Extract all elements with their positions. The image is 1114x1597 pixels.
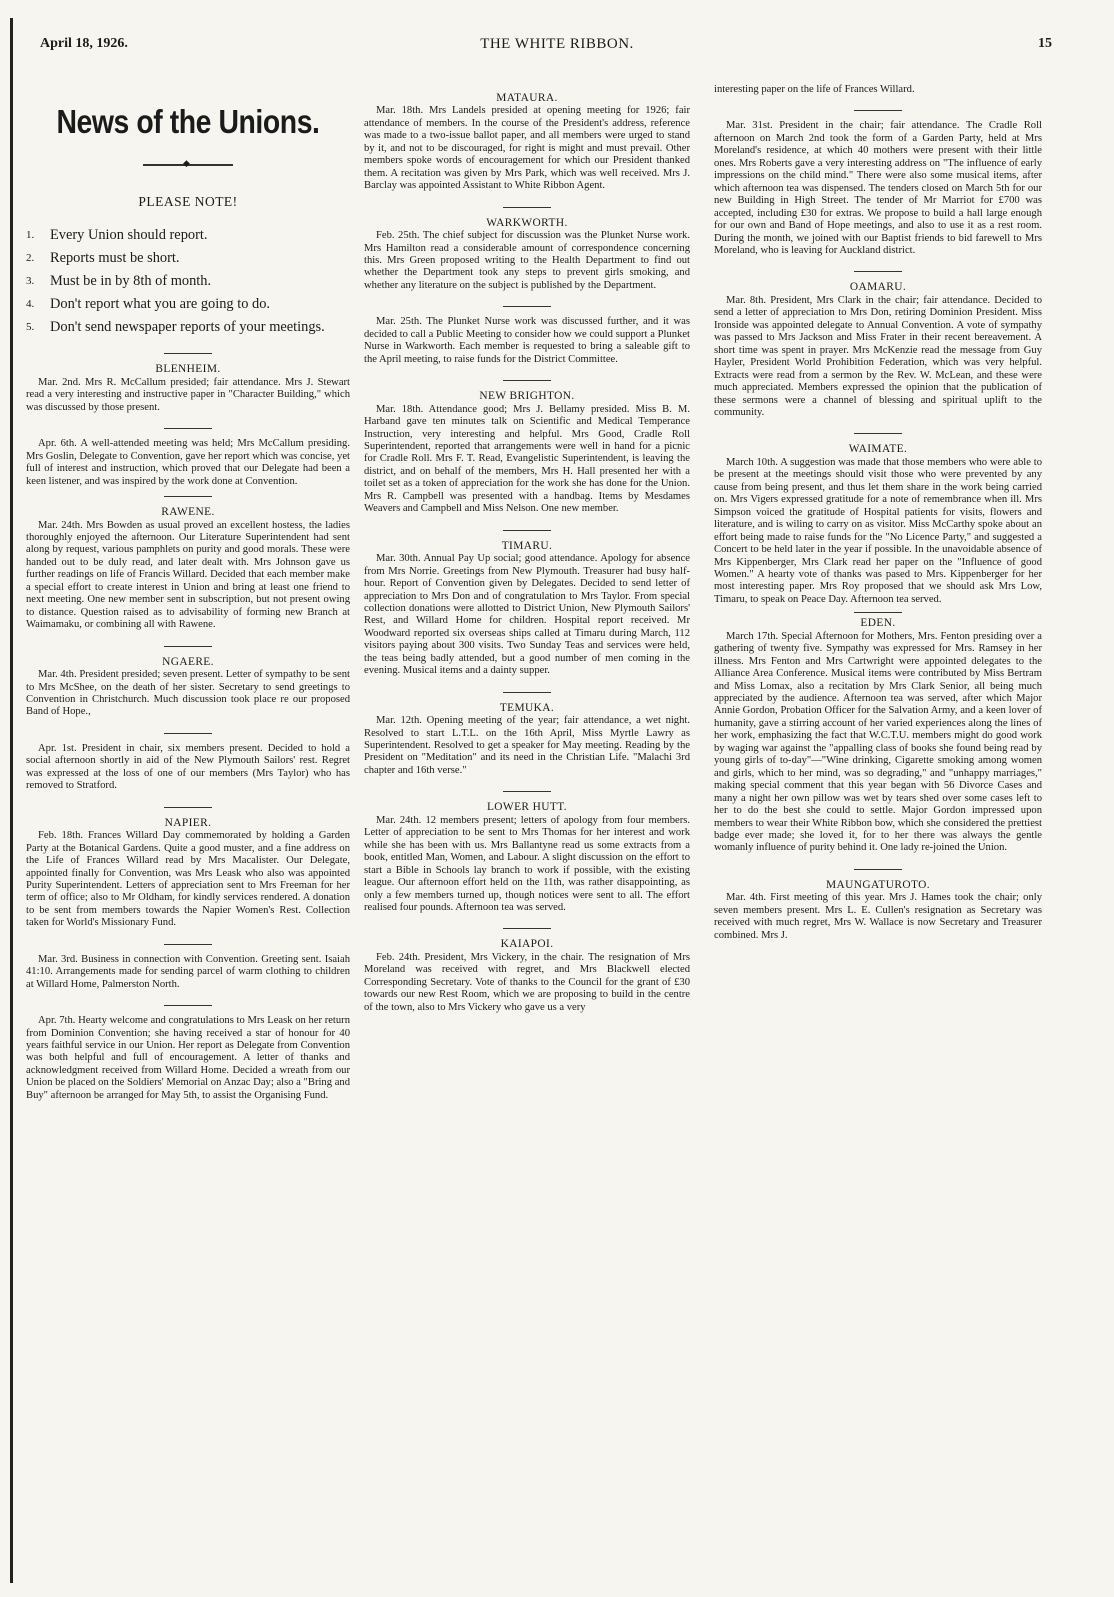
publication-title: THE WHITE RIBBON.: [480, 36, 634, 52]
union-heading: WAIMATE.: [848, 443, 908, 456]
page-number: 15: [1038, 36, 1052, 51]
report-paragraph: Apr. 7th. Hearty welcome and congratulations to Mrs Leask on her return from Dominion Convention; she having received a star of honour for 40 years faithful service in our Union. Her report as Delegate from Convention was both helpful and full of encouragement. A letter of thanks and acknowledgment received from Willard Home. Decided a wreath from our Union be placed on the Soldiers' Memorial on Anzac Day; also a "Bring and Buy" afternoon be arranged for May 5th, to assist the Organising Fund.: [26, 1015, 350, 1101]
union-heading: EDEN.: [860, 617, 896, 630]
report-paragraph: Mar. 8th. President, Mrs Clark in the chair; fair attendance. Decided to send a letter of appreciation to Mrs Don, retiring Dominion President. Miss Ironside was appointed delegate to Annual Convention. A vote of sympathy was passed to Mrs Jackson and Miss Frater in their recent bereavement. A short time was spent in prayer. Mrs McKenzie read the message from Guy Hayler, President World Prohibition Federation, which was very helpful. Extracts were read from a sermon by the Rev. W. McLean, and these were much appreciated. Members expressed the opinion that the publication of these sermons were a channel of blessing and spiritual uplift to the community.: [714, 294, 1042, 418]
section-divider: [164, 496, 212, 497]
report-paragraph: March 17th. Special Afternoon for Mothers, Mrs. Fenton presiding over a gathering of twenty five. Sympathy was expressed for Mrs. Ramsey in her illness. Mrs Fenton and Mrs Cartwright were appointed delegates to the Alliance Area Conference. Musical items were contributed by Miss Bertram and Miss Lomax, also a recitation by Mrs Clark Senior, all being much appreciated by the audience. Afternoon tea was served, after which Major Annie Gordon, Probation Officer for the Salvation Army, and a keen lover of humanity, gave a stirring account of her varied experiences along the lines of her work, emphasizing the fact that W.C.T.U. members might do good work by waging war against the "appalling class of books she found being read by young girls of to-day"—"Wine drinking, Cigarette smoking among women and girls, which to her mind, was so degrading," and "unhappy marriages," making special comment that this year began with 56 Divorce Cases and many a night her own pillow was wet by tears shed over some cases left to her to do the best she could to settle. Major Gordon impressed upon members to wear their White Ribbon bow, which she considered the prettiest badge ever made; she loved it, for to her there was always the gentle womanly influence of purity behind it. One lady re-joined the Union.: [714, 630, 1042, 854]
section-divider: [503, 530, 551, 531]
report-paragraph: Apr. 1st. President in chair, six members present. Decided to hold a social afternoon shortly in aid of the New Plymouth Sailors' rest. Regret was expressed at the loss of one of our members (Mrs Taylor) who has removed to Stratford.: [26, 742, 350, 792]
section-divider: [164, 944, 212, 945]
rule-text: Must be in by 8th of month.: [50, 273, 212, 290]
section-divider: [503, 928, 551, 929]
section-divider: [503, 380, 551, 381]
report-paragraph: Mar. 12th. Opening meeting of the year; fair attendance, a wet night. Resolved to start L.T.L. on the 16th April, Miss Myrtle Lawry as Superintendent. Resolved to get a speaker for May meeting. Reading by the President on "Meditation" and its need in the Christian Life. "Malachi 3rd chapter and 16th verse.": [364, 715, 690, 776]
union-heading: OAMARU.: [849, 281, 907, 294]
rule-number: 5.: [26, 321, 35, 334]
union-heading: MAUNGATUROTO.: [825, 878, 931, 891]
report-paragraph: Mar. 4th. President presided; seven present. Letter of sympathy to be sent to Mrs McShee, on the death of her sister. Secretary to send greetings to Convention in Christchurch. Much discussion took place re our proposed Band of Hope.,: [26, 669, 350, 718]
union-heading: KAIAPOI.: [500, 938, 554, 951]
union-heading: MATAURA.: [496, 92, 558, 104]
report-paragraph: Mar. 31st. President in the chair; fair attendance. The Cradle Roll afternoon on March 2nd took the form of a Garden Party, held at Mrs Moreland's residence, at which 40 mothers were present with their little ones. Mrs Roberts gave a very interesting address on "The influence of early impressions on the child mind." There were also some musical items, after which afternoon tea was dispensed. The tenders closed on March 5th for our new Building in High Street. The tender of Mr Marriot for £700 was accepted, including £30 for extras. We propose to build a hall large enough for our own and Band of Hope meetings, and also to use it as a rest room. During the month, we joined with our Baptist friends to bid farewell to Mrs Moreland, who is leaving for Auckland district.: [714, 120, 1042, 256]
section-divider: [164, 428, 212, 429]
report-paragraph: Mar. 30th. Annual Pay Up social; good attendance. Apology for absence from Mrs Norrie. Greetings from New Plymouth. Treasurer had busy half-hour. Report of Convention given by Delegates. Decided to send letter of appreciation to Mrs Don and of congratulation to Mrs Taylor. From special collection donations were allotted to District Union, New Plymouth Sailors' Rest, and Willard Home for children. Hospital report received. Mr Woodward reported six overseas ships called at Timaru during March, 112 visitors paying about 300 visits. Two Sunday Teas and services were held, the teas being badly attended, but a good number of men coming in the evening. Musical items and a dainty supper.: [364, 553, 690, 677]
rule-number: 2.: [26, 252, 35, 265]
report-paragraph: Mar. 2nd. Mrs R. McCallum presided; fair attendance. Mrs J. Stewart read a very interesting and instructive paper in "Character Building," which was discussed by those present.: [26, 376, 350, 413]
section-divider: [164, 1005, 212, 1006]
continued-paragraph: interesting paper on the life of Frances Willard.: [714, 84, 915, 95]
rule-text: Every Union should report.: [50, 227, 208, 244]
report-paragraph: Mar. 18th. Mrs Landels presided at opening meeting for 1926; fair attendance of members. In the course of the President's address, reference was made to a two-issue ballot paper, and all members were urged to stand by it, and not to be discouraged, for right is might and must prevail. Other members spoke words of encouragement for which our President thanked them. A recitation was given by Mrs Park, which was well received. Mrs J. Barclay was appointed Assistant to White Ribbon Agent.: [364, 105, 690, 192]
report-paragraph: Feb. 24th. President, Mrs Vickery, in the chair. The resignation of Mrs Moreland was received with regret, and Mrs Blackwell elected Corresponding Secretary. Vote of thanks to the Council for the grant of £30 towards our new Rest Room, which we are proposing to build in the centre of the town, also to Mrs Vickery who gave us a very: [364, 951, 690, 1013]
section-divider: [164, 733, 212, 734]
column-2: [364, 92, 690, 1014]
rule-number: 1.: [26, 229, 35, 242]
report-paragraph: Mar. 3rd. Business in connection with Convention. Greeting sent. Isaiah 41:10. Arrangements made for sending parcel of warm clothing to children at Willard Home, Palmerston North.: [26, 953, 350, 990]
report-paragraph: Mar. 25th. The Plunket Nurse work was discussed further, and it was decided to call a Public Meeting to consider how we could support a Plunket Nurse in Warkworth. Each member is requested to bring a saleable gift to the April meeting, to raise funds for the District Committee.: [364, 316, 690, 365]
union-heading: LOWER HUTT.: [486, 801, 568, 814]
union-heading: BLENHEIM.: [155, 363, 221, 376]
section-divider: [164, 353, 212, 354]
reporting-rules-list: [26, 224, 350, 339]
page-edge-rule: [10, 18, 13, 1583]
rule-text: Don't send newspaper reports of your meetings.: [50, 319, 325, 336]
ornament-divider: [143, 164, 233, 166]
issue-date: April 18, 1926.: [40, 36, 128, 51]
section-divider: [854, 433, 902, 434]
please-note-heading: PLEASE NOTE!: [138, 194, 238, 209]
rule-text: Don't report what you are going to do.: [50, 296, 271, 313]
union-heading: WARKWORTH.: [486, 216, 568, 229]
report-paragraph: Apr. 6th. A well-attended meeting was held; Mrs McCallum presiding. Mrs Goslin, Delegate to Convention, gave her report which was concise, yet full of interest and instruction, which proved that our Delegate had been a keen listener, and was inspired by the work done at Convention.: [26, 438, 350, 487]
section-divider: [854, 110, 902, 111]
section-divider: [503, 207, 551, 208]
rule-text: Reports must be short.: [50, 250, 180, 267]
report-paragraph: Feb. 18th. Frances Willard Day commemorated by holding a Garden Party at the Botanical Gardens. Quite a good muster, and a fine address on the Life of Frances Willard read by Mrs Macalister. Our Delegate, appointed finally for Convention, was Mrs Leask who also was appointed Purity Superintendent. Letters of appreciation sent to Mrs Freeman for her term of office; also to Mr Oldham, for kindly services rendered. A donation to be sent from members towards the Napier Women's Rest. Collection taken for World's Missionary Fund.: [26, 830, 350, 929]
union-heading: NAPIER.: [164, 816, 212, 829]
union-heading: RAWENE.: [161, 506, 215, 519]
section-divider: [164, 807, 212, 808]
rule-item: [26, 316, 350, 339]
rule-item: [26, 224, 350, 247]
section-divider: [854, 612, 902, 613]
section-masthead: News of the Unions.: [56, 103, 320, 140]
rule-number: 3.: [26, 275, 35, 288]
report-paragraph: Mar. 18th. Attendance good; Mrs J. Bellamy presided. Miss B. M. Harband gave ten minutes talk on Scientific and Medical Temperance Instruction, very interesting and helpful. Mrs Good, Cradle Roll Superintendent, reported that arrangements were well in hand for a picnic for Cradle Roll. Mrs F. T. Read, Evangelistic Superintendent, is leaving the district, and on behalf of the members, Mrs H. Hall presented her with a toilet set as a token of appreciation for the work she has done for the Union. Mrs R. Campbell was presented with a handbag. Items by Mesdames Weavers and Campbell and Miss Nelson. One new member.: [364, 403, 690, 515]
column-1: [26, 88, 350, 1102]
section-divider: [503, 306, 551, 307]
section-divider: [164, 646, 212, 647]
column-3: [714, 84, 1042, 942]
rule-item: [26, 270, 350, 293]
report-paragraph: Feb. 25th. The chief subject for discussion was the Plunket Nurse work. Mrs Hamilton read a considerable amount of correspondence concerning this. Mrs Green proposed writing to the Health Department to find out whether the Department took any steps to prevent girls smoking, and whether any literature on the subject is published by the Department.: [364, 230, 690, 291]
union-heading: NEW BRIGHTON.: [479, 390, 575, 403]
report-paragraph: March 10th. A suggestion was made that those members who were able to be present at the meetings should visit those who were prevented by any cause from being present, and thus let them share in the work being carried on. Mrs Vigers expressed gratitude for a note of remembrance when ill. Mrs Simpson voiced the gratitude of Hospital patients for visits, flowers and literature, and is wiling to carry on as visitor. Miss McCarthy spoke about an effort being made to raise funds for the "No Licence Party," and suggested a Concert to be held later in the year if possible. In the unavoidable absence of Mrs Kippenberger, Mrs Clark read her paper on the "Influence of good Women." A hearty vote of thanks was pased to Mrs. Kippenberger for her most interesting paper. Mrs Roy proposed that we should ask Mrs Low, Timaru, to speak on Peace Day. Afternoon tea served.: [714, 456, 1042, 605]
rule-item: [26, 247, 350, 270]
rule-item: [26, 293, 350, 316]
rule-number: 4.: [26, 298, 35, 311]
report-paragraph: Mar. 24th. Mrs Bowden as usual proved an excellent hostess, the ladies thoroughly enjoyed the afternoon. Our Literature Superintendent had sent along by request, various pamphlets on purity and good morals. These were handed out to be duly read, and later dealt with. Mrs Johnson gave us further readings on life of Francis Willard. Decided that each member make a special effort to create interest in Union and bring at least one friend to next meeting. One new member sent in subscription, but not present owing to distance. Question raised as to advisability of forming new Branch at Waimamaku, or combining all with Rawene.: [26, 519, 350, 631]
report-paragraph: Mar. 4th. First meeting of this year. Mrs J. Hames took the chair; only seven members present. Mrs L. E. Cullen's resignation as Secretary was received with much regret, Mrs W. Wallace is now Secretary and Treasurer combined. Mrs J.: [714, 892, 1042, 941]
section-divider: [503, 791, 551, 792]
section-divider: [503, 692, 551, 693]
union-heading: TEMUKA.: [499, 701, 555, 714]
section-divider: [854, 271, 902, 272]
union-heading: TIMARU.: [501, 539, 553, 552]
section-divider: [854, 869, 902, 870]
report-paragraph: Mar. 24th. 12 members present; letters of apology from four members. Letter of appreciation to be sent to Mrs Thomas for her interest and work while she has been with us. Mrs Ballantyne read us some extracts from a book, entitled Man, Women, and Labour. A slight discussion on the effort to start a Bible in Schools lay branch to work if possible, with the existing league. Our afternoon effort held on the 11th, was rather disappointing, as only a few members turned up, though notices were sent to all. The effort realised four pounds. Afternoon tea was served.: [364, 814, 690, 914]
union-heading: NGAERE.: [162, 655, 214, 668]
